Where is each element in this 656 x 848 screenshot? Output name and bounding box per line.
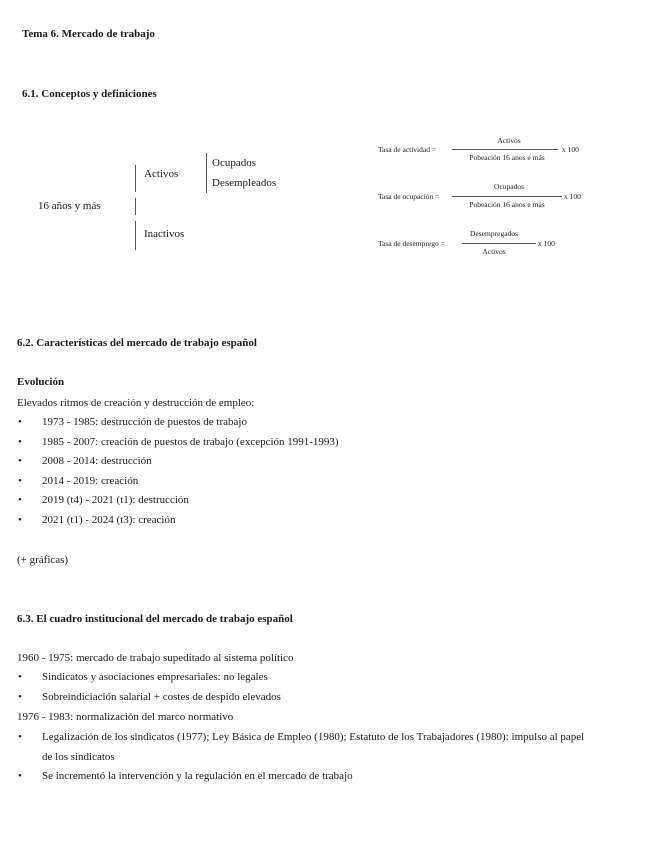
formula-unemployment-denominator: Activos: [482, 247, 506, 256]
formula-unemployment-label: Tasa de desemprego =: [378, 239, 445, 248]
tree-activos-label: Activos: [144, 168, 179, 180]
formula-activity-label: Tasa de actividad =: [378, 145, 437, 154]
list-item: • 2019 (t4) - 2021 (t1): destrucción: [18, 491, 339, 511]
period1-list: [18, 668, 281, 707]
graphs-note: (+ gráficas): [17, 554, 69, 566]
list-item: Legalización de los sindicatos (1977); Ley Básica de Empleo (1980); Estatuto de los Trabajadores (1980): impulso al papel: [42, 731, 585, 743]
formula-occupation-multiplier: x 100: [564, 192, 581, 201]
tree-root-label: 16 años y más: [38, 200, 101, 212]
evolution-list: [18, 413, 339, 530]
document-title: Tema 6. Mercado de trabajo: [22, 28, 155, 40]
formula-occupation-numerator: Ocupados: [494, 182, 524, 191]
period-1976-1983: 1976 - 1983: normalización del marco normativo: [17, 711, 234, 723]
section-6-2-heading: 6.2. Características del mercado de trabajo español: [17, 337, 257, 349]
formula-activity-numerator: Activos: [497, 136, 521, 145]
list-item: • 1973 - 1985: destrucción de puestos de trabajo: [18, 413, 339, 433]
evolution-subheading: Evolución: [17, 376, 65, 388]
tree-desempleados-label: Desempleados: [212, 177, 277, 189]
period-1960-1975: 1960 - 1975: mercado de trabajo supeditado al sistema político: [17, 652, 294, 664]
list-item: Se incrementó la intervención y la regulación en el mercado de trabajo: [42, 770, 353, 782]
formula-occupation-denominator: Pobeación 16 anos e más: [469, 200, 545, 209]
list-item: • Sobreindiciación salarial + costes de despido elevados: [18, 688, 281, 708]
tree-bracket-line: [135, 198, 136, 215]
section-6-1-heading: 6.1. Conceptos y definiciones: [22, 88, 157, 100]
list-item-continuation: de los sindicatos: [42, 751, 115, 763]
tree-bracket-line: [206, 153, 207, 193]
bullet-glyph: •: [18, 731, 22, 743]
formula-activity-multiplier: x 100: [562, 145, 579, 154]
fraction-bar: [452, 196, 562, 197]
formula-unemployment-multiplier: x 100: [538, 239, 555, 248]
list-item: • 2008 - 2014: destrucción: [18, 452, 339, 472]
section-6-3-heading: 6.3. El cuadro institucional del mercado de trabajo español: [17, 613, 293, 625]
tree-ocupados-label: Ocupados: [212, 157, 256, 169]
tree-inactivos-label: Inactivos: [144, 228, 185, 240]
formula-activity-denominator: Pobeación 16 anos e más: [469, 153, 545, 162]
list-item: • 2014 - 2019: creación: [18, 472, 339, 492]
fraction-bar: [452, 149, 558, 150]
tree-bracket-line: [135, 165, 136, 192]
fraction-bar: [462, 243, 536, 244]
evolution-intro: Elevados ritmos de creación y destrucción de empleo:: [17, 397, 255, 409]
list-item: • 1985 - 2007: creación de puestos de trabajo (excepción 1991-1993): [18, 433, 339, 453]
bullet-glyph: •: [18, 770, 22, 782]
formula-occupation-label: Tasa de ocupación =: [378, 192, 440, 201]
list-item: • Sindicatos y asociaciones empresariales: no legales: [18, 668, 281, 688]
tree-bracket-line: [135, 221, 136, 250]
formula-unemployment-numerator: Desempregados: [470, 229, 518, 238]
list-item: • 2021 (t1) - 2024 (t3): creación: [18, 511, 339, 531]
